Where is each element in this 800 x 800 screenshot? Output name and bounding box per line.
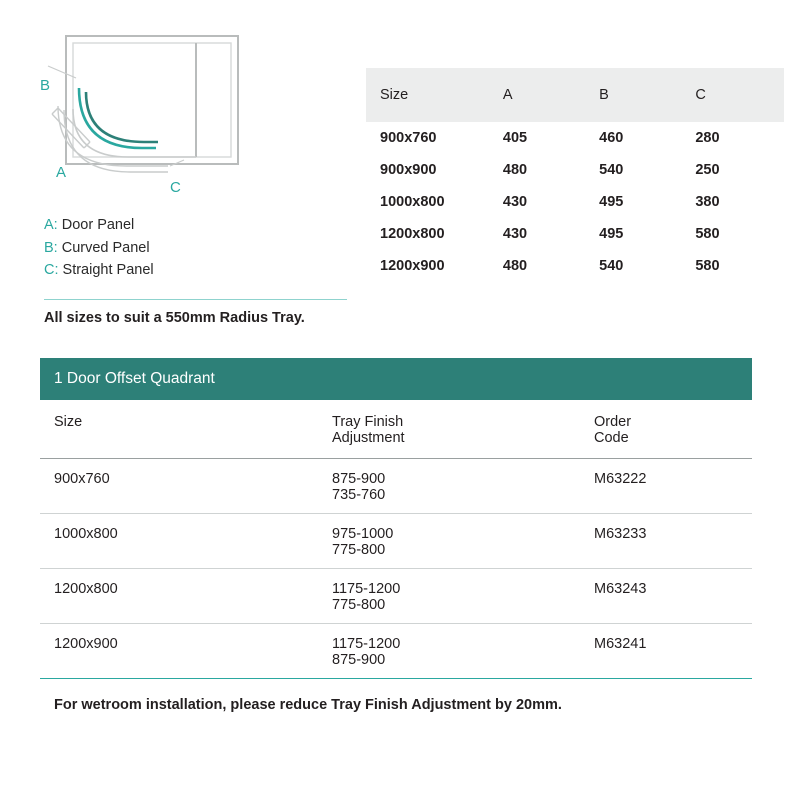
order-header-tray <box>332 414 594 458</box>
dimension-table <box>366 68 784 282</box>
dim-cell-size: 1200x900 <box>380 258 445 274</box>
order-header-code-line2: Code <box>594 430 629 446</box>
order-cell-code: M63222 <box>594 471 647 487</box>
panel-legend <box>44 214 344 282</box>
dim-cell-size: 900x760 <box>380 130 437 146</box>
door-swing-cap-top <box>52 108 58 114</box>
order-cell-tray <box>332 581 594 613</box>
legend-item-c <box>44 259 344 282</box>
order-cell-code: M63233 <box>594 526 647 542</box>
dim-cell-c: 580 <box>695 258 720 274</box>
diagram-label-b: B <box>40 77 51 94</box>
dim-header-a: A <box>503 68 599 122</box>
order-header-tray-line1: Tray Finish <box>332 414 404 430</box>
order-header-size: Size <box>54 414 83 430</box>
order-table <box>40 358 752 713</box>
table-row <box>366 218 784 250</box>
dim-cell-b: 495 <box>599 194 624 210</box>
dim-cell-a: 480 <box>502 258 528 274</box>
dim-header-size: Size <box>366 68 503 122</box>
dim-cell-a: 405 <box>502 130 528 146</box>
legend-item-b <box>44 237 344 260</box>
order-cell-tray-line1: 975-1000 <box>332 526 394 542</box>
order-cell-size: 1200x800 <box>54 581 118 597</box>
legend-letter-c: C: <box>44 262 59 278</box>
table-row <box>366 186 784 218</box>
dim-cell-c: 250 <box>695 162 720 178</box>
dim-cell-size: 1200x800 <box>380 226 445 242</box>
table-row <box>366 250 784 282</box>
dim-cell-size: 1000x800 <box>380 194 445 210</box>
order-cell-tray-line2: 775-800 <box>332 542 386 558</box>
order-table-title: 1 Door Offset Quadrant <box>40 358 752 400</box>
legend-divider <box>44 299 347 300</box>
legend-text-a: Door Panel <box>61 217 135 233</box>
order-cell-tray-line2: 775-800 <box>332 597 386 613</box>
dim-cell-b: 495 <box>599 226 624 242</box>
order-cell-size: 900x760 <box>54 471 110 487</box>
dim-cell-a: 430 <box>502 194 528 210</box>
order-header-code <box>594 414 752 458</box>
table-row <box>366 154 784 186</box>
order-table-footnote: For wetroom installation, please reduce Tray Finish Adjustment by 20mm. <box>54 697 562 713</box>
diagram-label-a: A <box>56 164 67 181</box>
dim-cell-b: 540 <box>599 162 624 178</box>
order-cell-tray-line2: 735-760 <box>332 487 386 503</box>
order-cell-tray-line1: 1175-1200 <box>332 581 401 597</box>
legend-item-a <box>44 214 344 237</box>
order-cell-code: M63241 <box>594 636 647 652</box>
dim-header-c: C <box>695 68 784 122</box>
order-cell-tray-line2: 875-900 <box>332 652 386 668</box>
dimension-table-header-row <box>366 68 784 122</box>
order-header-code-line1: Order <box>594 414 632 430</box>
order-cell-size: 1200x900 <box>54 636 118 652</box>
order-cell-tray <box>332 636 594 668</box>
order-cell-tray <box>332 526 594 558</box>
dim-cell-c: 380 <box>695 194 720 210</box>
order-cell-code: M63243 <box>594 581 647 597</box>
order-table-header-row <box>40 400 752 458</box>
order-cell-size: 1000x800 <box>54 526 118 542</box>
top-section <box>0 0 800 340</box>
dim-cell-size: 900x900 <box>380 162 437 178</box>
dim-cell-b: 540 <box>599 258 624 274</box>
diagram-label-c: C <box>170 179 181 196</box>
radius-note: All sizes to suit a 550mm Radius Tray. <box>44 310 305 326</box>
order-cell-tray <box>332 471 594 503</box>
order-cell-tray-line1: 875-900 <box>332 471 386 487</box>
dim-cell-a: 480 <box>502 162 528 178</box>
dim-cell-c: 280 <box>695 130 720 146</box>
table-row <box>40 568 752 623</box>
dim-header-b: B <box>599 68 695 122</box>
order-header-tray-line2: Adjustment <box>332 430 405 446</box>
dim-cell-a: 430 <box>502 226 528 242</box>
legend-letter-b: B: <box>44 239 58 256</box>
table-row <box>40 623 752 678</box>
table-row <box>366 122 784 154</box>
table-row <box>40 513 752 568</box>
legend-letter-a: A: <box>44 217 58 233</box>
quadrant-diagram <box>18 14 348 204</box>
table-row <box>40 458 752 513</box>
enclosure-inner-rect <box>73 43 231 157</box>
dim-cell-b: 460 <box>599 130 624 146</box>
dim-cell-c: 580 <box>695 226 720 242</box>
order-cell-tray-line1: 1175-1200 <box>332 636 401 652</box>
legend-text-b: Curved Panel <box>61 239 150 256</box>
legend-text-c: Straight Panel <box>62 262 154 278</box>
